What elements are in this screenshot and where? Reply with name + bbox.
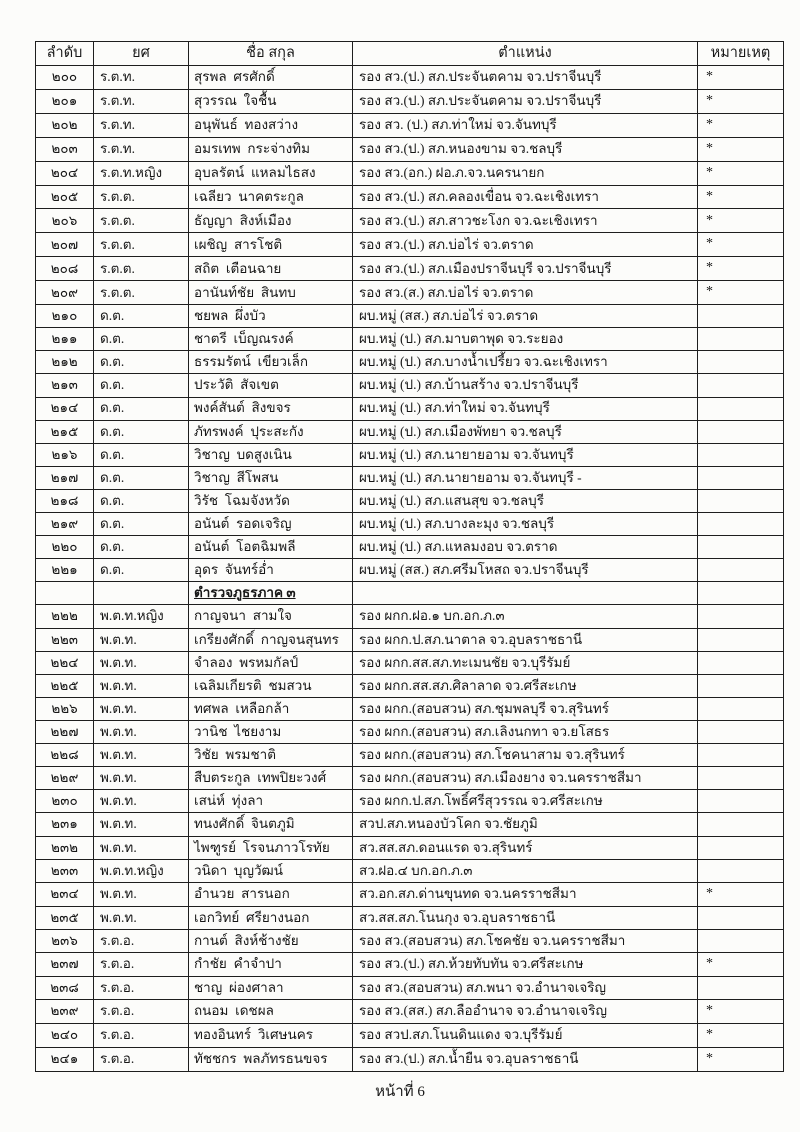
cell-name: อำนวย สารนอก	[189, 882, 353, 906]
table-row	[36, 489, 784, 512]
cell-rank: พ.ต.ท.หญิง	[94, 859, 189, 882]
cell-name: กานต์ สิงห์ช้างชัย	[189, 929, 353, 952]
cell-rank: ด.ต.	[94, 351, 189, 374]
cell-index: ๒๑๙	[36, 513, 94, 536]
cell-rank: ร.ต.อ.	[94, 929, 189, 952]
table-row	[36, 161, 784, 185]
cell-position: รอง ผกก.สส.สภ.ทะเมนชัย จว.บุรีรัมย์	[353, 651, 698, 674]
cell-position: รอง ผกก.ป.สภ.โพธิ์ศรีสุวรรณ จว.ศรีสะเกษ	[353, 790, 698, 813]
cell-rank: ร.ต.ต.	[94, 185, 189, 209]
cell-remark	[698, 929, 784, 952]
cell-rank: ด.ต.	[94, 559, 189, 582]
cell-position: รอง สว.(ป.) สภ.เมืองปราจีนบุรี จว.ปราจีนบุรี	[353, 257, 698, 281]
cell-remark	[698, 351, 784, 374]
cell-rank: ด.ต.	[94, 536, 189, 559]
cell-index: ๒๐๖	[36, 209, 94, 233]
cell-position: สว.สส.สภ.ดอนแรด จว.สุรินทร์	[353, 836, 698, 859]
cell-name: ถนอม เดชผล	[189, 999, 353, 1023]
cell-index: ๒๑๗	[36, 466, 94, 489]
cell-remark	[698, 489, 784, 512]
table-row	[36, 674, 784, 697]
cell-remark: *	[698, 1047, 784, 1071]
cell-rank: ด.ต.	[94, 328, 189, 351]
cell-name: วานิช ไชยงาม	[189, 721, 353, 744]
cell-name: กำชัย คำจำปา	[189, 952, 353, 976]
cell-rank: พ.ต.ท.	[94, 767, 189, 790]
cell-rank: ด.ต.	[94, 305, 189, 328]
table-row	[36, 443, 784, 466]
cell-rank: พ.ต.ท.	[94, 628, 189, 651]
table-row	[36, 651, 784, 674]
cell-name: ทองอินทร์ วิเศษนคร	[189, 1023, 353, 1047]
cell-remark	[698, 420, 784, 443]
col-header-index: ลำดับ	[36, 42, 94, 66]
cell-rank: พ.ต.ท.	[94, 882, 189, 906]
cell-remark	[698, 305, 784, 328]
cell-rank: ด.ต.	[94, 374, 189, 397]
cell-remark	[698, 536, 784, 559]
cell-position: รอง สวป.สภ.โนนดินแดง จว.บุรีรัมย์	[353, 1023, 698, 1047]
cell-rank: ร.ต.ท.	[94, 137, 189, 161]
cell-name: ทัชชกร พลภัทรธนขจร	[189, 1047, 353, 1071]
cell-name: อมรเทพ กระจ่างทิม	[189, 137, 353, 161]
cell-position: รอง สว.(สอบสวน) สภ.พนา จว.อำนาจเจริญ	[353, 976, 698, 999]
cell-rank: พ.ต.ท.	[94, 790, 189, 813]
cell-remark: *	[698, 161, 784, 185]
cell-position: รอง สว.(สส.) สภ.ลืออำนาจ จว.อำนาจเจริญ	[353, 999, 698, 1023]
cell-rank: พ.ต.ท.หญิง	[94, 605, 189, 628]
cell-position: รอง สว.(ป.) สภ.ห้วยทับทัน จว.ศรีสะเกษ	[353, 952, 698, 976]
cell-index: ๒๓๔	[36, 882, 94, 906]
cell-rank: ร.ต.ท.	[94, 66, 189, 90]
cell-position: รอง ผกก.(สอบสวน) สภ.เลิงนกทา จว.ยโสธร	[353, 721, 698, 744]
cell-position: รอง สว.(ป.) สภ.หนองขาม จว.ชลบุรี	[353, 137, 698, 161]
cell-remark	[698, 790, 784, 813]
cell-position: รอง สว.(อก.) ฝอ.ภ.จว.นครนายก	[353, 161, 698, 185]
cell-name: เผชิญ สารโชติ	[189, 233, 353, 257]
cell-name: ธัญญา สิงห์เมือง	[189, 209, 353, 233]
cell-index: ๒๒๒	[36, 605, 94, 628]
cell-remark	[698, 559, 784, 582]
cell-name: อุดร จันทร์อ่ำ	[189, 559, 353, 582]
cell-name: จำลอง พรหมกัลป์	[189, 651, 353, 674]
cell-index: ๒๐๑	[36, 89, 94, 113]
cell-index: ๒๐๕	[36, 185, 94, 209]
col-header-name: ชื่อ สกุล	[189, 42, 353, 66]
cell-index: ๒๐๘	[36, 257, 94, 281]
cell-index: ๒๒๙	[36, 767, 94, 790]
cell-remark	[698, 767, 784, 790]
cell-index: ๒๑๘	[36, 489, 94, 512]
section-title: ตำรวจภูธรภาค ๓	[194, 585, 296, 601]
cell-remark	[698, 813, 784, 836]
cell-remark: *	[698, 233, 784, 257]
cell-name: อนันต์ โอตฉิมพลี	[189, 536, 353, 559]
cell-position: รอง สว.(ป.) สภ.คลองเขื่อน จว.ฉะเชิงเทรา	[353, 185, 698, 209]
table-row	[36, 882, 784, 906]
cell-remark	[698, 443, 784, 466]
table-row	[36, 697, 784, 720]
cell-position: รอง สว. (ป.) สภ.ท่าใหม่ จว.จันทบุรี	[353, 113, 698, 137]
cell-rank: พ.ต.ท.	[94, 836, 189, 859]
cell-remark	[698, 859, 784, 882]
cell-position: รอง ผกก.ฝอ.๑ บก.อก.ภ.๓	[353, 605, 698, 628]
cell-name: วิชาญ บดสูงเนิน	[189, 443, 353, 466]
cell-remark: *	[698, 882, 784, 906]
table-row	[36, 790, 784, 813]
cell-name: อานันท์ชัย สินทบ	[189, 281, 353, 305]
cell-name: เกรียงศักดิ์ กาญจนสุนทร	[189, 628, 353, 651]
cell-name: ภัทรพงค์ ปุระสะกัง	[189, 420, 353, 443]
cell-rank: ด.ต.	[94, 397, 189, 420]
cell-name: อนุพันธ์ ทองสว่าง	[189, 113, 353, 137]
table-row	[36, 859, 784, 882]
cell-position: สวป.สภ.หนองบัวโคก จว.ชัยภูมิ	[353, 813, 698, 836]
cell-remark: *	[698, 113, 784, 137]
cell-name: สุวรรณ ใจชื้น	[189, 89, 353, 113]
cell-position: สว.อก.สภ.ด่านขุนทด จว.นครราชสีมา	[353, 882, 698, 906]
table-row	[36, 628, 784, 651]
cell-name: เฉลิมเกียรติ ชมสวน	[189, 674, 353, 697]
table-row	[36, 513, 784, 536]
cell-rank: พ.ต.ท.	[94, 697, 189, 720]
col-header-remark: หมายเหตุ	[698, 42, 784, 66]
cell-index: ๒๓๕	[36, 906, 94, 929]
cell-rank: พ.ต.ท.	[94, 906, 189, 929]
section-row	[36, 582, 784, 605]
cell-position: ผบ.หมู่ (ป.) สภ.แหลมงอบ จว.ตราด	[353, 536, 698, 559]
cell-name: เฉลียว นาคตระกูล	[189, 185, 353, 209]
cell-name: วิชัย พรมชาติ	[189, 744, 353, 767]
table-row	[36, 559, 784, 582]
cell-rank: ร.ต.อ.	[94, 999, 189, 1023]
cell-name: สุรพล ศรศักดิ์	[189, 66, 353, 90]
cell-name: วิรัช โฉมจังหวัด	[189, 489, 353, 512]
cell-index: ๒๓๓	[36, 859, 94, 882]
header-row	[36, 42, 784, 66]
cell-index: ๒๓๖	[36, 929, 94, 952]
cell-name: เอกวิทย์ ศรียางนอก	[189, 906, 353, 929]
cell-index: ๒๒๗	[36, 721, 94, 744]
cell-remark	[698, 605, 784, 628]
cell-rank: ร.ต.ท.	[94, 113, 189, 137]
cell-rank: พ.ต.ท.	[94, 744, 189, 767]
cell-position: ผบ.หมู่ (ป.) สภ.นายายอาม จว.จันทบุรี -	[353, 466, 698, 489]
cell-remark	[698, 674, 784, 697]
cell-index: ๒๒๖	[36, 697, 94, 720]
cell-rank: ด.ต.	[94, 443, 189, 466]
cell-remark	[698, 328, 784, 351]
cell-name: ชาตรี เบ็ญณรงค์	[189, 328, 353, 351]
page-number: หน้าที่ 6	[375, 1084, 425, 1100]
table-row	[36, 976, 784, 999]
cell-position: สว.ฝอ.๔ บก.อก.ภ.๓	[353, 859, 698, 882]
cell-rank: พ.ต.ท.	[94, 813, 189, 836]
cell-remark	[698, 513, 784, 536]
cell-index: ๒๑๕	[36, 420, 94, 443]
table-row	[36, 89, 784, 113]
cell-index: ๒๓๗	[36, 952, 94, 976]
cell-index: ๒๑๐	[36, 305, 94, 328]
cell-position: สว.สส.สภ.โนนกุง จว.อุบลราชธานี	[353, 906, 698, 929]
table-row	[36, 767, 784, 790]
cell-name: ชาญ ผ่องศาลา	[189, 976, 353, 999]
cell-position: ผบ.หมู่ (ป.) สภ.นายายอาม จว.จันทบุรี	[353, 443, 698, 466]
cell-name: ชยพล ผึ่งบัว	[189, 305, 353, 328]
cell-position: รอง สว.(ป.) สภ.ประจันตคาม จว.ปราจีนบุรี	[353, 66, 698, 90]
cell-index: ๒๐๔	[36, 161, 94, 185]
empty-cell	[698, 582, 784, 605]
cell-rank: ร.ต.ต.	[94, 209, 189, 233]
cell-name: ไพฑูรย์ โรจนภาวโรทัย	[189, 836, 353, 859]
cell-remark	[698, 651, 784, 674]
cell-name: วนิดา บุญวัฒน์	[189, 859, 353, 882]
empty-cell	[94, 582, 189, 605]
section-title-cell	[189, 582, 353, 605]
table-row	[36, 813, 784, 836]
table-row	[36, 374, 784, 397]
cell-index: ๒๒๔	[36, 651, 94, 674]
table-row	[36, 66, 784, 90]
table-row	[36, 952, 784, 976]
cell-remark	[698, 836, 784, 859]
table-row	[36, 466, 784, 489]
cell-index: ๒๐๒	[36, 113, 94, 137]
cell-index: ๒๑๖	[36, 443, 94, 466]
table-row	[36, 113, 784, 137]
cell-name: วิชาญ สีโพสน	[189, 466, 353, 489]
cell-rank: ด.ต.	[94, 513, 189, 536]
cell-rank: พ.ต.ท.	[94, 721, 189, 744]
cell-name: ประวัติ สัจเขต	[189, 374, 353, 397]
cell-position: ผบ.หมู่ (ป.) สภ.บ้านสร้าง จว.ปราจีนบุรี	[353, 374, 698, 397]
table-row	[36, 721, 784, 744]
cell-index: ๒๓๐	[36, 790, 94, 813]
cell-position: ผบ.หมู่ (ป.) สภ.บางน้ำเปรี้ยว จว.ฉะเชิงเทรา	[353, 351, 698, 374]
cell-index: ๒๓๑	[36, 813, 94, 836]
cell-remark	[698, 466, 784, 489]
cell-index: ๒๐๓	[36, 137, 94, 161]
roster-table	[35, 41, 784, 1072]
cell-index: ๒๓๒	[36, 836, 94, 859]
cell-remark: *	[698, 281, 784, 305]
cell-index: ๒๓๘	[36, 976, 94, 999]
col-header-rank: ยศ	[94, 42, 189, 66]
cell-index: ๒๓๙	[36, 999, 94, 1023]
cell-position: รอง ผกก.สส.สภ.ศิลาลาด จว.ศรีสะเกษ	[353, 674, 698, 697]
cell-rank: พ.ต.ท.	[94, 651, 189, 674]
cell-rank: ร.ต.อ.	[94, 1047, 189, 1071]
cell-index: ๒๑๔	[36, 397, 94, 420]
cell-index: ๒๑๓	[36, 374, 94, 397]
table-row	[36, 836, 784, 859]
cell-remark	[698, 906, 784, 929]
cell-position: รอง ผกก.(สอบสวน) สภ.ชุมพลบุรี จว.สุรินทร์	[353, 697, 698, 720]
table-row	[36, 233, 784, 257]
table-row	[36, 999, 784, 1023]
cell-name: พงค์สันต์ สิงขจร	[189, 397, 353, 420]
cell-index: ๒๐๐	[36, 66, 94, 90]
cell-remark: *	[698, 137, 784, 161]
cell-remark: *	[698, 999, 784, 1023]
cell-index: ๒๒๑	[36, 559, 94, 582]
cell-index: ๒๒๘	[36, 744, 94, 767]
cell-index: ๒๔๑	[36, 1047, 94, 1071]
cell-rank: ร.ต.อ.	[94, 952, 189, 976]
cell-rank: ร.ต.ต.	[94, 233, 189, 257]
cell-rank: ร.ต.ต.	[94, 281, 189, 305]
table-row	[36, 605, 784, 628]
empty-cell	[36, 582, 94, 605]
table-row	[36, 209, 784, 233]
cell-position: ผบ.หมู่ (สส.) สภ.ศรีมโหสถ จว.ปราจีนบุรี	[353, 559, 698, 582]
cell-index: ๒๔๐	[36, 1023, 94, 1047]
cell-index: ๒๒๓	[36, 628, 94, 651]
cell-position: รอง ผกก.(สอบสวน) สภ.เมืองยาง จว.นครราชสีมา	[353, 767, 698, 790]
cell-remark	[698, 628, 784, 651]
cell-name: สถิต เตือนฉาย	[189, 257, 353, 281]
cell-position: ผบ.หมู่ (ป.) สภ.มาบตาพุด จว.ระยอง	[353, 328, 698, 351]
table-row	[36, 328, 784, 351]
cell-rank: พ.ต.ท.	[94, 674, 189, 697]
cell-remark: *	[698, 257, 784, 281]
cell-index: ๒๒๕	[36, 674, 94, 697]
cell-remark: *	[698, 185, 784, 209]
cell-remark: *	[698, 89, 784, 113]
table-row	[36, 744, 784, 767]
cell-remark	[698, 976, 784, 999]
cell-position: ผบ.หมู่ (สส.) สภ.บ่อไร่ จว.ตราด	[353, 305, 698, 328]
table-row	[36, 536, 784, 559]
cell-position: รอง สว.(ป.) สภ.บ่อไร่ จว.ตราด	[353, 233, 698, 257]
cell-position: รอง สว.(ส.) สภ.บ่อไร่ จว.ตราด	[353, 281, 698, 305]
cell-name: ทนงศักดิ์ จินตภูมิ	[189, 813, 353, 836]
cell-name: อุบลรัตน์ แหลมไธสง	[189, 161, 353, 185]
cell-index: ๒๐๗	[36, 233, 94, 257]
cell-rank: ร.ต.อ.	[94, 976, 189, 999]
table-row	[36, 906, 784, 929]
empty-cell	[353, 582, 698, 605]
cell-remark	[698, 744, 784, 767]
cell-position: รอง ผกก.ป.สภ.นาตาล จว.อุบลราชธานี	[353, 628, 698, 651]
cell-position: รอง สว.(สอบสวน) สภ.โชคชัย จว.นครราชสีมา	[353, 929, 698, 952]
table-row	[36, 185, 784, 209]
table-row	[36, 1047, 784, 1071]
cell-position: ผบ.หมู่ (ป.) สภ.ท่าใหม่ จว.จันทบุรี	[353, 397, 698, 420]
cell-name: กาญจนา สามใจ	[189, 605, 353, 628]
cell-rank: ร.ต.ท.หญิง	[94, 161, 189, 185]
cell-remark	[698, 397, 784, 420]
table-row	[36, 137, 784, 161]
cell-name: ธรรมรัตน์ เขียวเล็ก	[189, 351, 353, 374]
cell-name: ทศพล เหลือกล้า	[189, 697, 353, 720]
table-row	[36, 257, 784, 281]
cell-position: รอง ผกก.(สอบสวน) สภ.โชคนาสาม จว.สุรินทร์	[353, 744, 698, 767]
table-row	[36, 1023, 784, 1047]
cell-rank: ร.ต.อ.	[94, 1023, 189, 1047]
table-body	[36, 66, 784, 1072]
cell-name: อนันต์ รอดเจริญ	[189, 513, 353, 536]
table-row	[36, 351, 784, 374]
cell-position: รอง สว.(ป.) สภ.ประจันตคาม จว.ปราจีนบุรี	[353, 89, 698, 113]
cell-rank: ร.ต.ต.	[94, 257, 189, 281]
table-row	[36, 397, 784, 420]
table-row	[36, 305, 784, 328]
cell-name: สืบตระกูล เทพปิยะวงศ์	[189, 767, 353, 790]
cell-rank: ด.ต.	[94, 420, 189, 443]
cell-rank: ร.ต.ท.	[94, 89, 189, 113]
cell-index: ๒๑๑	[36, 328, 94, 351]
cell-index: ๒๒๐	[36, 536, 94, 559]
cell-remark: *	[698, 952, 784, 976]
cell-position: ผบ.หมู่ (ป.) สภ.เมืองพัทยา จว.ชลบุรี	[353, 420, 698, 443]
cell-remark: *	[698, 66, 784, 90]
cell-remark	[698, 374, 784, 397]
cell-rank: ด.ต.	[94, 489, 189, 512]
cell-remark	[698, 697, 784, 720]
table-row	[36, 281, 784, 305]
table-row	[36, 420, 784, 443]
cell-name: เสน่ห์ ทุ่งลา	[189, 790, 353, 813]
cell-position: รอง สว.(ป.) สภ.สาวชะโงก จว.ฉะเชิงเทรา	[353, 209, 698, 233]
cell-remark: *	[698, 209, 784, 233]
cell-index: ๒๑๒	[36, 351, 94, 374]
col-header-position: ตำแหน่ง	[353, 42, 698, 66]
cell-remark: *	[698, 1023, 784, 1047]
cell-index: ๒๐๙	[36, 281, 94, 305]
cell-rank: ด.ต.	[94, 466, 189, 489]
cell-position: ผบ.หมู่ (ป.) สภ.บางละมุง จว.ชลบุรี	[353, 513, 698, 536]
cell-position: ผบ.หมู่ (ป.) สภ.แสนสุข จว.ชลบุรี	[353, 489, 698, 512]
cell-remark	[698, 721, 784, 744]
table-row	[36, 929, 784, 952]
cell-position: รอง สว.(ป.) สภ.น้ำยืน จว.อุบลราชธานี	[353, 1047, 698, 1071]
